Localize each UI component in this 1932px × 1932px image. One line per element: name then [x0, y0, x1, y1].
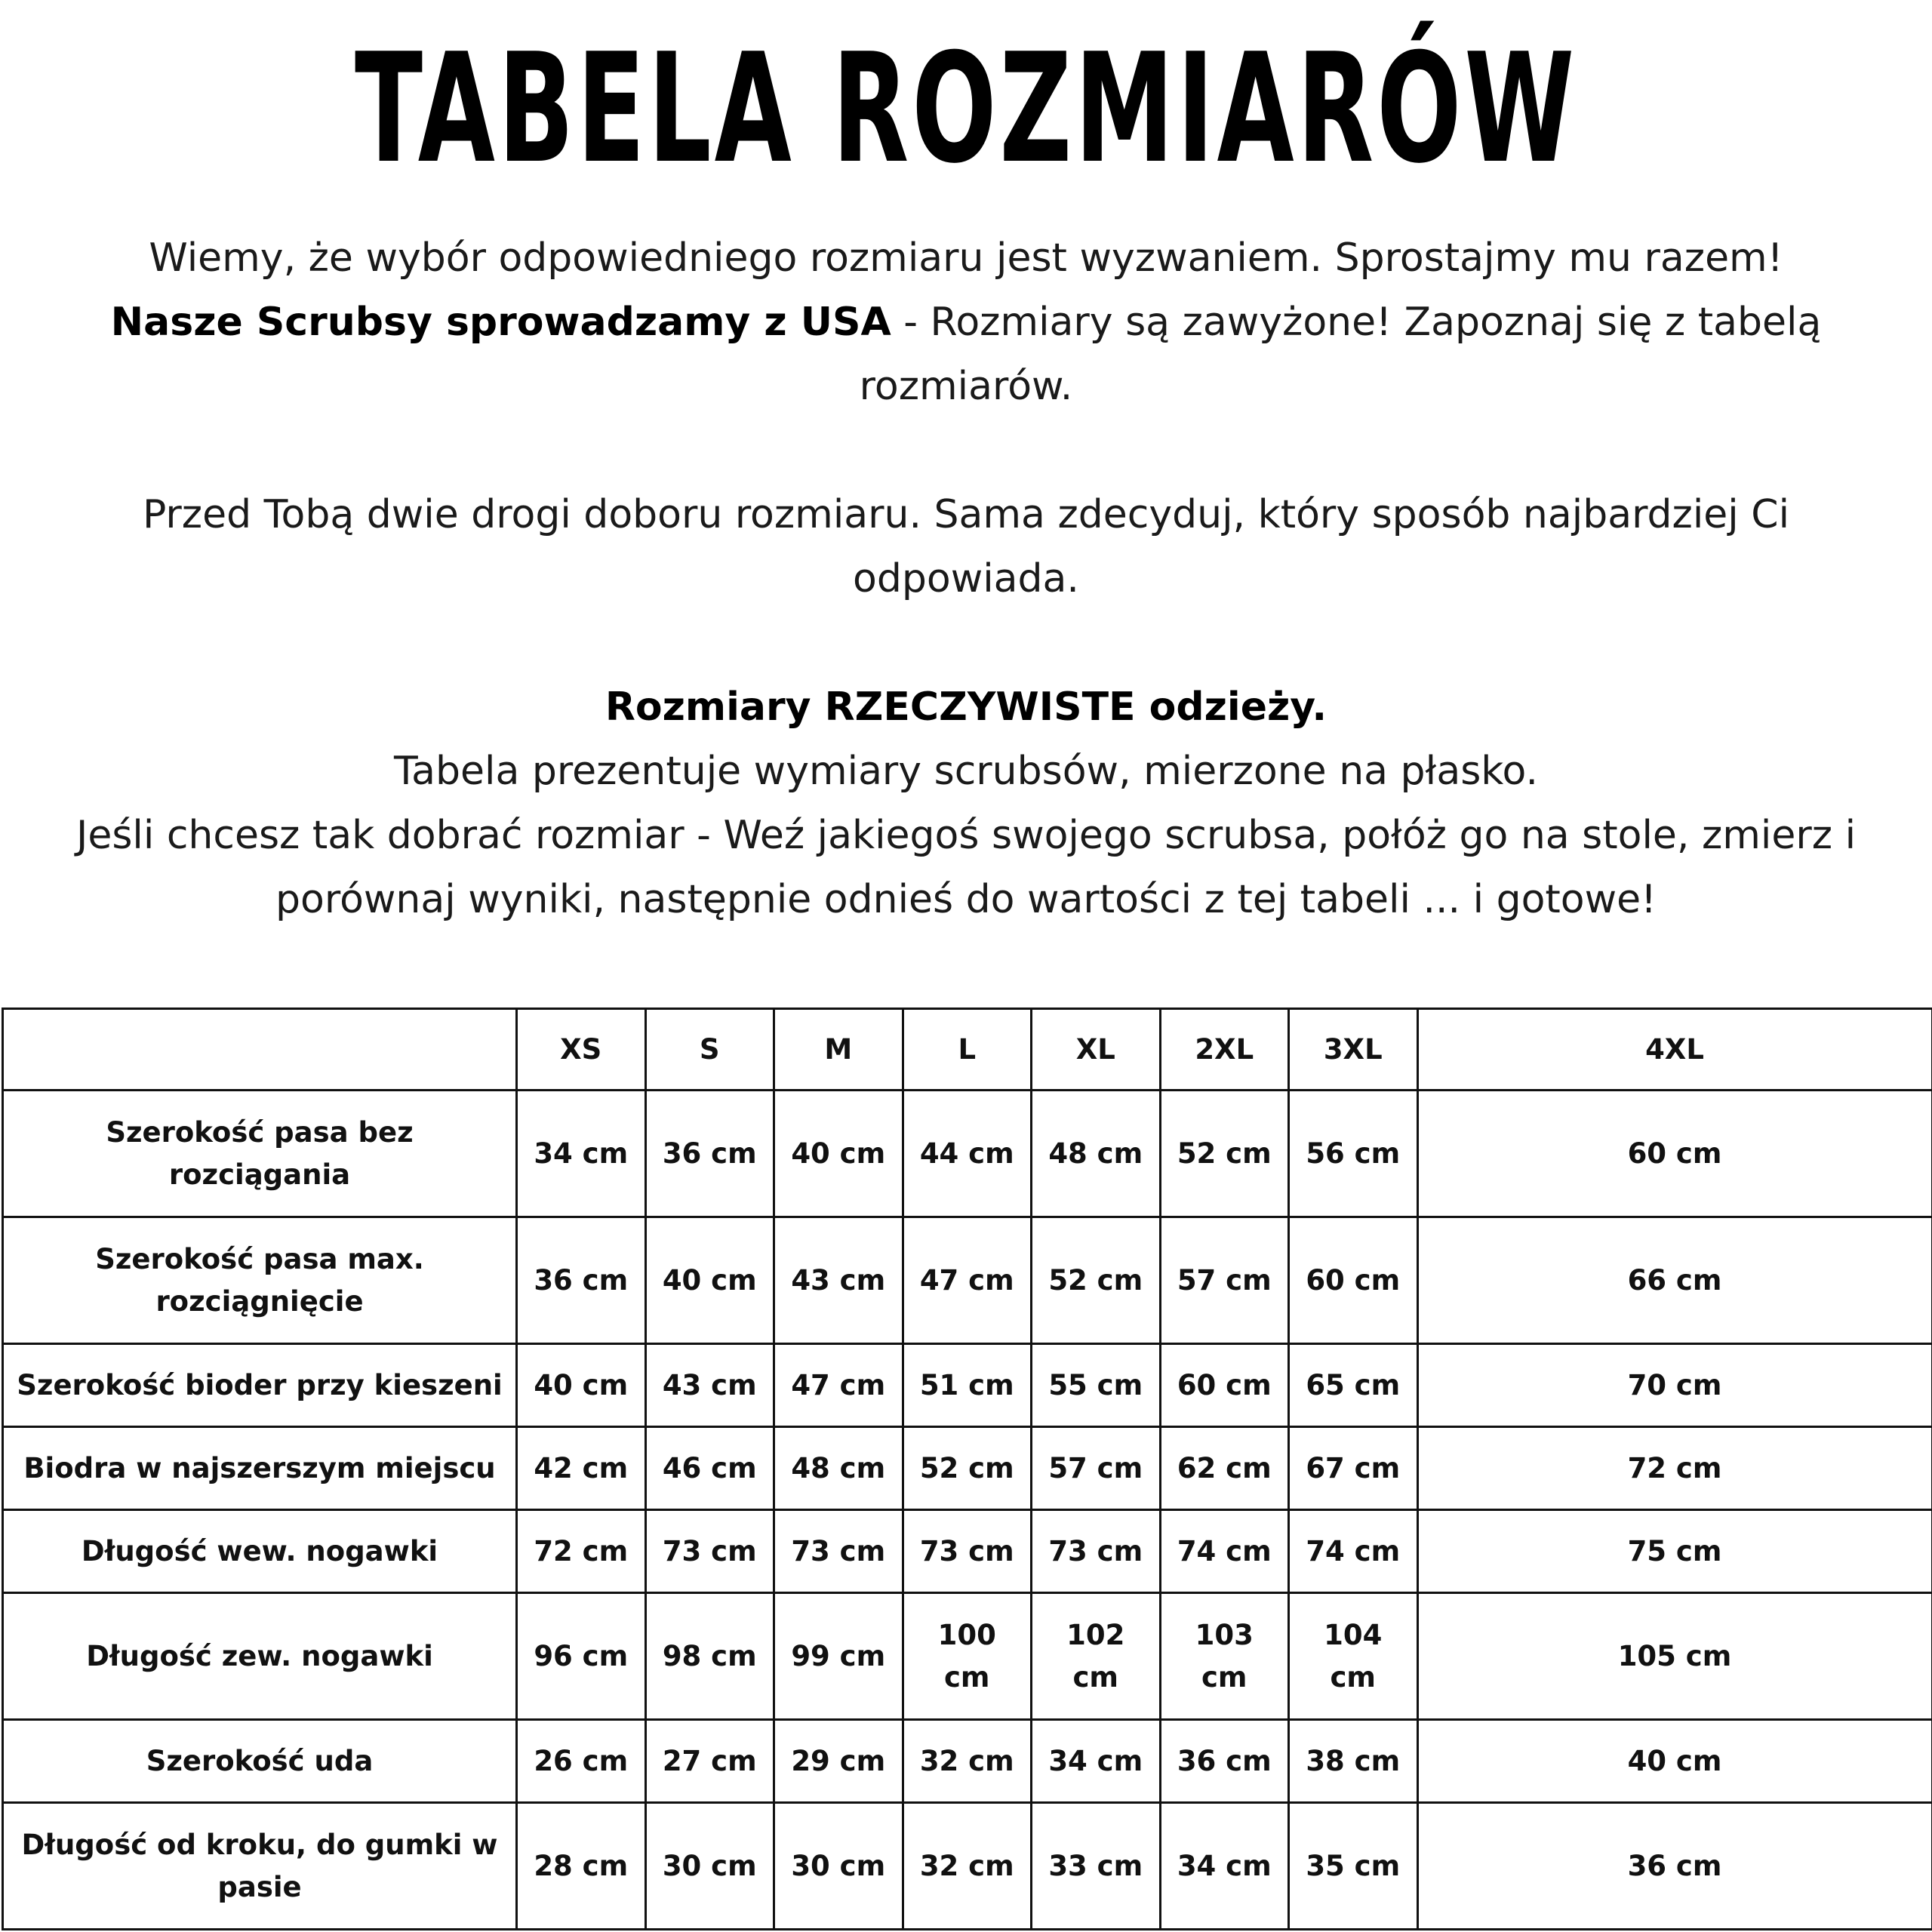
table-cell: 67 cm: [1289, 1427, 1418, 1510]
table-row: [3, 1593, 1932, 1720]
table-cell: 33 cm: [1032, 1803, 1161, 1930]
size-table: [2, 1008, 1932, 1930]
intro-line: Tabela prezentuje wymiary scrubsów, mierzone na płasko.: [394, 749, 1538, 794]
table-cell: 46 cm: [645, 1427, 774, 1510]
section-heading: [45, 675, 1887, 740]
table-cell: 43 cm: [774, 1217, 903, 1344]
table-row: [3, 1510, 1932, 1593]
table-cell: 104 cm: [1289, 1593, 1418, 1720]
row-label: Szerokość uda: [3, 1720, 517, 1803]
table-row: [3, 1091, 1932, 1217]
table-cell: 60 cm: [1160, 1344, 1289, 1427]
table-cell: 47 cm: [774, 1344, 903, 1427]
table-cell: 32 cm: [903, 1720, 1032, 1803]
table-cell: 74 cm: [1289, 1510, 1418, 1593]
table-cell: 52 cm: [1160, 1091, 1289, 1217]
table-cell: 52 cm: [1032, 1217, 1161, 1344]
table-cell: 96 cm: [517, 1593, 646, 1720]
size-header: S: [645, 1009, 774, 1091]
table-cell: 56 cm: [1289, 1091, 1418, 1217]
table-cell: 30 cm: [645, 1803, 774, 1930]
table-cell: 48 cm: [774, 1427, 903, 1510]
table-cell: 98 cm: [645, 1593, 774, 1720]
table-cell: 40 cm: [517, 1344, 646, 1427]
table-cell: 51 cm: [903, 1344, 1032, 1427]
table-cell: 40 cm: [1417, 1720, 1932, 1803]
size-header: 3XL: [1289, 1009, 1418, 1091]
table-cell: 40 cm: [774, 1091, 903, 1217]
table-cell: 43 cm: [645, 1344, 774, 1427]
table-cell: 27 cm: [645, 1720, 774, 1803]
table-cell: 65 cm: [1289, 1344, 1418, 1427]
table-cell: 36 cm: [1417, 1803, 1932, 1930]
table-cell: 73 cm: [774, 1510, 903, 1593]
table-cell: 73 cm: [1032, 1510, 1161, 1593]
intro-line: [45, 226, 1887, 291]
intro-bold-usa: Nasze Scrubsy sprowadzamy z USA: [110, 300, 891, 345]
table-cell: 72 cm: [1417, 1427, 1932, 1510]
table-cell: 40 cm: [645, 1217, 774, 1344]
table-cell: 47 cm: [903, 1217, 1032, 1344]
table-cell: 60 cm: [1289, 1217, 1418, 1344]
table-cell: 57 cm: [1032, 1427, 1161, 1510]
size-header: L: [903, 1009, 1032, 1091]
table-cell: 70 cm: [1417, 1344, 1932, 1427]
table-row: [3, 1427, 1932, 1510]
size-header: M: [774, 1009, 903, 1091]
table-cell: 34 cm: [517, 1091, 646, 1217]
table-cell: 72 cm: [517, 1510, 646, 1593]
size-header-row: [3, 1009, 1932, 1091]
table-cell: 100 cm: [903, 1593, 1032, 1720]
table-cell: 44 cm: [903, 1091, 1032, 1217]
table-cell: 34 cm: [1160, 1803, 1289, 1930]
size-header: 2XL: [1160, 1009, 1289, 1091]
table-cell: 73 cm: [645, 1510, 774, 1593]
corner-cell: [3, 1009, 517, 1091]
row-label: Długość zew. nogawki: [3, 1593, 517, 1720]
size-header: 4XL: [1417, 1009, 1932, 1091]
table-cell: 75 cm: [1417, 1510, 1932, 1593]
table-cell: 48 cm: [1032, 1091, 1161, 1217]
table-cell: 73 cm: [903, 1510, 1032, 1593]
row-label: Szerokość bioder przy kieszeni: [3, 1344, 517, 1427]
table-cell: 66 cm: [1417, 1217, 1932, 1344]
table-row: [3, 1344, 1932, 1427]
row-label: Szerokość pasa max. rozciągnięcie: [3, 1217, 517, 1344]
table-cell: 34 cm: [1032, 1720, 1161, 1803]
table-cell: 105 cm: [1417, 1593, 1932, 1720]
intro-text: [45, 226, 1887, 932]
table-cell: 26 cm: [517, 1720, 646, 1803]
table-cell: 35 cm: [1289, 1803, 1418, 1930]
intro-sentence: - Rozmiary są zawyżone! Zapoznaj się z tabelą rozmiarów.: [859, 300, 1822, 409]
table-cell: 38 cm: [1289, 1720, 1418, 1803]
table-row: [3, 1217, 1932, 1344]
table-cell: 30 cm: [774, 1803, 903, 1930]
intro-line: [45, 291, 1887, 419]
size-header: XL: [1032, 1009, 1161, 1091]
table-row: [3, 1720, 1932, 1803]
table-cell: 57 cm: [1160, 1217, 1289, 1344]
table-cell: 103 cm: [1160, 1593, 1289, 1720]
table-cell: 36 cm: [517, 1217, 646, 1344]
row-label: Biodra w najszerszym miejscu: [3, 1427, 517, 1510]
table-cell: 74 cm: [1160, 1510, 1289, 1593]
row-label: Długość wew. nogawki: [3, 1510, 517, 1593]
intro-sentence: Wiemy, że wybór odpowiedniego rozmiaru jest wyzwaniem. Sprostajmy mu razem!: [149, 235, 1783, 281]
row-label: Długość od kroku, do gumki w pasie: [3, 1803, 517, 1930]
page-title: TABELA ROZMIARÓW: [355, 21, 1577, 197]
table-cell: 42 cm: [517, 1427, 646, 1510]
table-cell: 52 cm: [903, 1427, 1032, 1510]
size-header: XS: [517, 1009, 646, 1091]
table-cell: 32 cm: [903, 1803, 1032, 1930]
table-cell: 29 cm: [774, 1720, 903, 1803]
table-cell: 28 cm: [517, 1803, 646, 1930]
table-row: [3, 1803, 1932, 1930]
table-cell: 36 cm: [645, 1091, 774, 1217]
table-cell: 60 cm: [1417, 1091, 1932, 1217]
intro-line: Jeśli chcesz tak dobrać rozmiar - Weź jakiegoś swojego scrubsa, połóż go na stole, zmierz i porównaj wyniki, następnie odnieś do wartości z tej tabeli ... i gotowe!: [75, 813, 1857, 922]
table-cell: 62 cm: [1160, 1427, 1289, 1510]
table-cell: 55 cm: [1032, 1344, 1161, 1427]
row-label: Szerokość pasa bez rozciągania: [3, 1091, 517, 1217]
real-sizes-heading: Rozmiary RZECZYWISTE odzieży.: [605, 685, 1327, 730]
table-cell: 99 cm: [774, 1593, 903, 1720]
intro-paragraph: Przed Tobą dwie drogi doboru rozmiaru. Sama zdecyduj, który sposób najbardziej Ci odpowiada.: [142, 492, 1790, 601]
table-cell: 102 cm: [1032, 1593, 1161, 1720]
table-cell: 36 cm: [1160, 1720, 1289, 1803]
